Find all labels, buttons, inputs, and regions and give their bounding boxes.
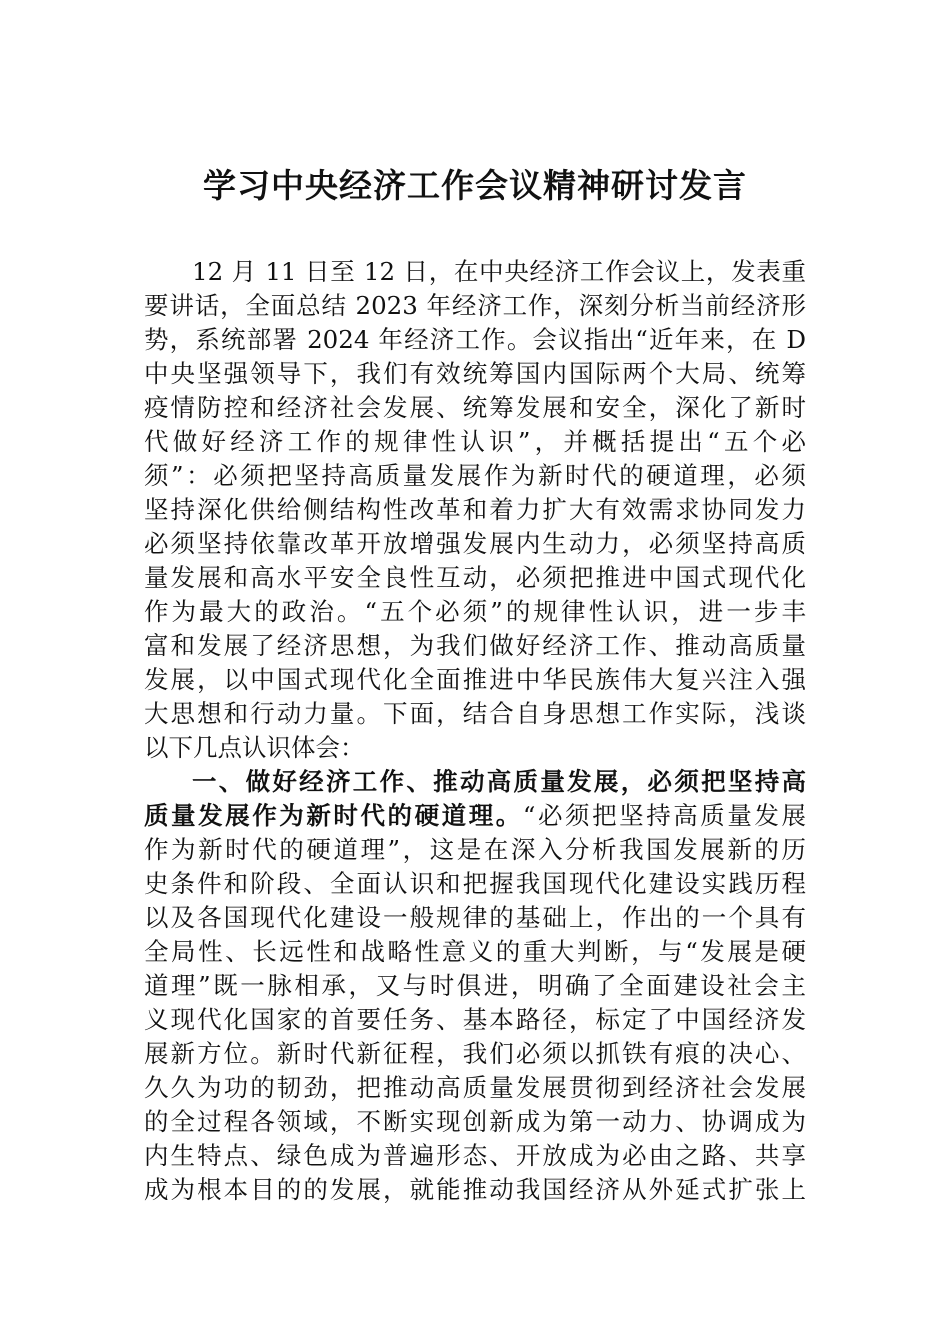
paragraph-line: 代做好经济工作的规律性认识”，并概括提出“五个必 (144, 427, 806, 456)
paragraph-line: 史条件和阶段、全面认识和把握我国现代化建设实践历程 (144, 869, 806, 898)
paragraph-line: 以下几点认识体会： (144, 733, 365, 762)
document-body (144, 255, 806, 1207)
paragraph-line: 大思想和行动力量。下面，结合自身思想工作实际，浅谈 (144, 699, 806, 728)
paragraph-line: 坚持深化供给侧结构性改革和着力扩大有效需求协同发力 (144, 495, 806, 524)
paragraph-line: 久久为功的韧劲，把推动高质量发展贯彻到经济社会发展 (144, 1073, 806, 1102)
paragraph-line: 展新方位。新时代新征程，我们必须以抓铁有痕的决心、 (144, 1039, 806, 1068)
paragraph-line: 发展，以中国式现代化全面推进中华民族伟大复兴注入强 (144, 665, 806, 694)
paragraph-line: 必须坚持依靠改革开放增强发展内生动力，必须坚持高质 (144, 529, 806, 558)
paragraph-line: 作为新时代的硬道理”，这是在深入分析我国发展新的历 (144, 835, 806, 864)
paragraph-line: 富和发展了经济思想，为我们做好经济工作、推动高质量 (144, 631, 806, 660)
paragraph-line: 中央坚强领导下，我们有效统筹国内国际两个大局、统筹 (144, 359, 806, 388)
section-1-heading-rest-text: “必须把坚持高质量发展 (522, 801, 806, 830)
paragraph-line: 以及各国现代化建设一般规律的基础上，作出的一个具有 (144, 903, 806, 932)
section-1-heading-line-1: 一、做好经济工作、推动高质量发展，必须把坚持高 (192, 767, 806, 796)
paragraph-line: 内生特点、绿色成为普遍形态、开放成为必由之路、共享 (144, 1141, 806, 1170)
paragraph-line: 成为根本目的的发展，就能推动我国经济从外延式扩张上 (144, 1175, 806, 1204)
paragraph-line: 义现代化国家的首要任务、基本路径，标定了中国经济发 (144, 1005, 806, 1034)
paragraph-line: 量发展和高水平安全良性互动，必须把推进中国式现代化 (144, 563, 806, 592)
paragraph-line: 作为最大的政治。“五个必须”的规律性认识，进一步丰 (144, 597, 806, 626)
paragraph-line: 势，系统部署 2024 年经济工作。会议指出“近年来，在 D (144, 325, 806, 354)
section-1-heading-bold-text: 质量发展作为新时代的硬道理。 (144, 801, 523, 830)
section-1-lines (144, 833, 806, 1207)
paragraph-line: 疫情防控和经济社会发展、统筹发展和安全，深化了新时 (144, 393, 806, 422)
paragraph-line: 的全过程各领域，不断实现创新成为第一动力、协调成为 (144, 1107, 806, 1136)
paragraph-line: 要讲话，全面总结 2023 年经济工作，深刻分析当前经济形 (144, 291, 806, 320)
paragraph-line: 须”：必须把坚持高质量发展作为新时代的硬道理，必须 (144, 461, 806, 490)
paragraph-line: 全局性、长远性和战略性意义的重大判断，与“发展是硬 (144, 937, 806, 966)
paragraph-line: 12 月 11 日至 12 日，在中央经济工作会议上，发表重 (192, 257, 806, 286)
section-1 (144, 765, 806, 1207)
intro-paragraph (144, 255, 806, 765)
document-title: 学习中央经济工作会议精神研讨发言 (203, 166, 747, 205)
paragraph-line: 道理”既一脉相承，又与时俱进，明确了全面建设社会主 (144, 971, 806, 1000)
section-1-heading-line-2 (144, 799, 806, 833)
